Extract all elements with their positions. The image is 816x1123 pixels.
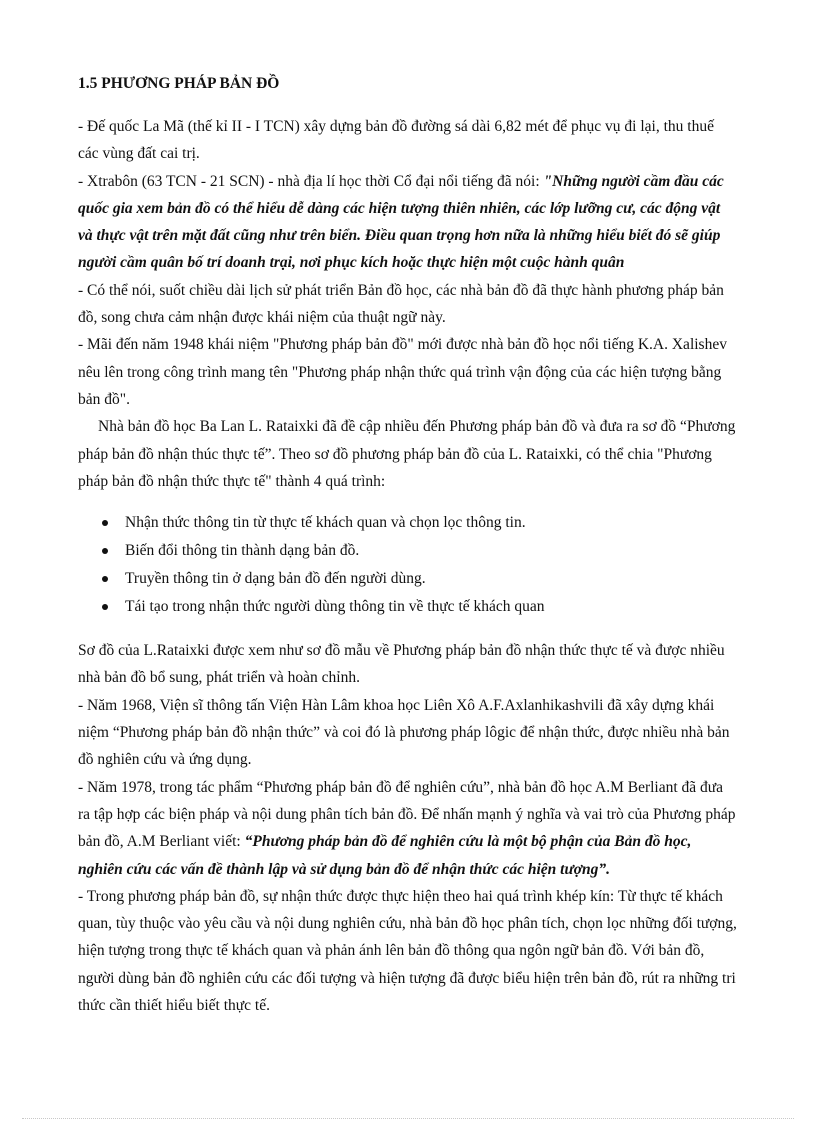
paragraph-history: - Có thể nói, suốt chiều dài lịch sử phát triển Bản đồ học, các nhà bản đồ đã thực hành phương pháp bản đồ, song chưa cảm nhận được khái niệm của thuật ngữ này.	[78, 281, 724, 327]
paragraph-1978	[78, 774, 738, 883]
xtrabon-quote: "Những người cầm đầu các quốc gia xem bản đồ có thể hiểu dễ dàng các hiện tượng thiên nhiên, các lớp lưỡng cư, các động vật và thực vật trên mặt đất cũng như trên biển. Điều quan trọng hơn nữa là những hiểu biết đó sẽ giúp người cầm quân bố trí doanh trại, nơi phục kích hoặc thực hiện một cuộc hành quân	[78, 172, 724, 272]
paragraph-xtrabon	[78, 168, 738, 277]
paragraph-xalishev: - Mãi đến năm 1948 khái niệm "Phương pháp bản đồ" mới được nhà bản đồ học nổi tiếng K.A. Xalishev nêu lên trong công trình mang tên "Phương pháp nhận thức quá trình vận động của các hiện tượng bằng bản đồ".	[78, 336, 727, 408]
bullet-icon	[102, 548, 108, 554]
process-list	[78, 509, 738, 621]
berliant-intro: - Năm 1978, trong tác phẩm “Phương pháp bản đồ để nghiên cứu”, nhà bản đồ học A.M Berliant đã đưa ra tập hợp các biện pháp và nội dung phân tích bản đồ. Để nhấn mạnh ý nghĩa và vai trò của Phương pháp bản đồ, A.M Berliant viết:	[78, 778, 736, 851]
bullet-icon	[102, 576, 108, 582]
list-item: Nhận thức thông tin từ thực tế khách quan và chọn lọc thông tin.	[78, 509, 738, 537]
list-item: Truyền thông tin ở dạng bản đồ đến người dùng.	[78, 565, 738, 593]
xtrabon-intro: - Xtrabôn (63 TCN - 21 SCN) - nhà địa lí học thời Cổ đại nổi tiếng đã nói:	[78, 172, 544, 190]
paragraph-rataixki: Nhà bản đồ học Ba Lan L. Rataixki đã đề cập nhiều đến Phương pháp bản đồ và đưa ra sơ đồ “Phương pháp bản đồ nhận thúc thực tế”. Theo sơ đồ phương pháp bản đồ của L. Rataixki, có thể chia "Phương pháp bản đồ nhận thức thực tế" thành 4 quá trình:	[78, 418, 736, 490]
page-content	[78, 70, 738, 1019]
berliant-quote: “Phương pháp bản đồ để nghiên cứu là một bộ phận của Bản đồ học, nghiên cứu các vấn đề thành lập và sử dụng bản đồ để nhận thức các hiện tượng”.	[78, 833, 692, 878]
paragraph-1968: - Năm 1968, Viện sĩ thông tấn Viện Hàn Lâm khoa học Liên Xô A.F.Axlanhikashvili đã xây dựng khái niệm “Phương pháp bản đồ nhận thức” và coi đó là phương pháp lôgic để nhận thức, được nhiều nhà bản đồ nghiên cứu và ứng dụng.	[78, 696, 730, 769]
bullet-icon	[102, 520, 108, 526]
list-item: Tái tạo trong nhận thức người dùng thông tin về thực tế khách quan	[78, 593, 738, 621]
list-item: Biến đổi thông tin thành dạng bản đồ.	[78, 537, 738, 565]
paragraph-model-diagram: Sơ đồ của L.Rataixki được xem như sơ đồ mẫu về Phương pháp bản đồ nhận thức thực tế và được nhiều nhà bản đồ bổ sung, phát triển và hoàn chỉnh.	[78, 642, 725, 687]
page-bottom-divider	[22, 1118, 794, 1119]
section-heading: 1.5 PHƯƠNG PHÁP BẢN ĐỒ	[78, 75, 280, 92]
paragraph-cognition-process: - Trong phương pháp bản đồ, sự nhận thức được thực hiện theo hai quá trình khép kín: Từ thực tế khách quan, tùy thuộc vào yêu cầu và nội dung nghiên cứu, nhà bản đồ học phân tích, chọn lọc những đối tượng, hiện tượng trong thực tế khách quan và phản ánh lên bản đồ thông qua ngôn ngữ bản đồ. Với bản đồ, người dùng bản đồ nghiên cứu các đối tượng và hiện tượng đã được biểu hiện trên bản đồ, rút ra những tri thức cần thiết hiểu biết thực tế.	[78, 887, 737, 1015]
bullet-icon	[102, 604, 108, 610]
paragraph-roman-empire: - Đế quốc La Mã (thế kỉ II - I TCN) xây dựng bản đồ đường sá dài 6,82 mét để phục vụ đi lại, thu thuế các vùng đất cai trị.	[78, 118, 714, 163]
